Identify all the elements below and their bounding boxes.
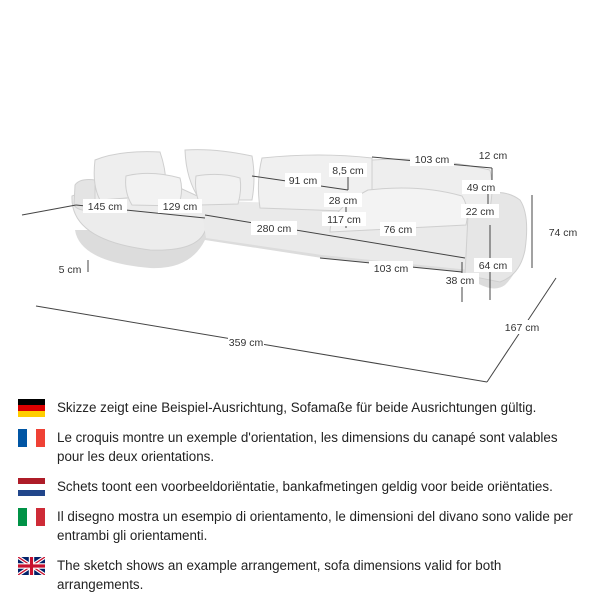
leg-height-label: 5 cm xyxy=(58,264,82,276)
note-french xyxy=(18,428,588,466)
germany-flag-icon xyxy=(18,399,45,417)
seat-height-label: 64 cm xyxy=(478,260,508,272)
note-text: Skizze zeigt eine Beispiel-Ausrichtung, Sofamaße für beide Ausrichtungen gültig. xyxy=(57,400,537,415)
note-italian xyxy=(18,507,588,545)
sofa-illustration xyxy=(72,150,527,289)
france-flag-icon xyxy=(18,429,45,447)
italy-flag-icon xyxy=(18,508,45,526)
uk-flag-icon xyxy=(18,557,45,575)
note-english xyxy=(18,556,588,594)
armrest-height-label: 22 cm xyxy=(465,206,495,218)
total-depth-label: 167 cm xyxy=(504,322,540,334)
orientation-notes xyxy=(18,398,588,605)
netherlands-flag-icon xyxy=(18,478,45,496)
seat-width-main-label: 280 cm xyxy=(256,223,292,235)
seat-depth-total-label: 117 cm xyxy=(327,214,361,226)
chaise-seat-width-label: 129 cm xyxy=(162,201,198,213)
note-text: Il disegno mostra un esempio di orientamento, le dimensioni del divano sono valide per entrambi gli orientamenti. xyxy=(57,509,573,543)
seat-depth-label: 28 cm xyxy=(328,195,358,207)
back-height-label: 49 cm xyxy=(466,182,496,194)
armrest-width-label: 12 cm xyxy=(478,150,508,162)
note-german xyxy=(18,398,588,417)
seat-cushion-width-label: 76 cm xyxy=(383,224,413,236)
back-cushion-width-label: 91 cm xyxy=(288,175,318,187)
total-width-label: 359 cm xyxy=(228,337,264,349)
base-height-label: 38 cm xyxy=(445,275,475,287)
chaise-width-label: 145 cm xyxy=(87,201,123,213)
base-width-label: 103 cm xyxy=(373,263,409,275)
note-dutch xyxy=(18,477,588,496)
note-text: Schets toont een voorbeeldoriëntatie, bankafmetingen geldig voor beide oriëntaties. xyxy=(57,479,553,494)
note-text: Le croquis montre un exemple d'orientation, les dimensions du canapé sont valables pour les deux orientations. xyxy=(57,430,558,464)
right-back-cushion-width-label: 103 cm xyxy=(414,154,450,166)
note-text: The sketch shows an example arrangement, sofa dimensions valid for both arrangements. xyxy=(57,558,502,592)
back-cushion-depth-label: 8,5 cm xyxy=(332,165,364,177)
height-label: 74 cm xyxy=(548,227,578,239)
